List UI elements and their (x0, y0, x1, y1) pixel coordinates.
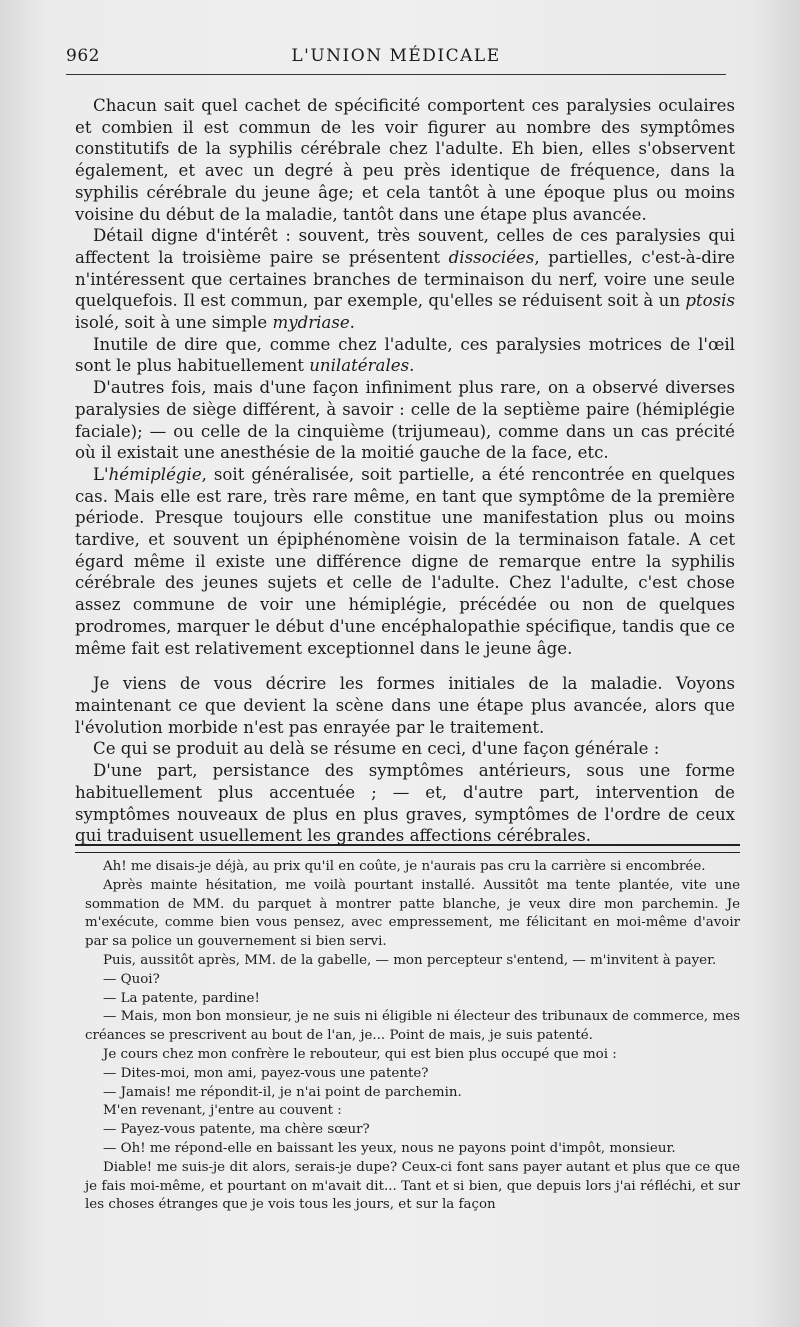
feuilleton-paragraph: M'en revenant, j'entre au couvent : (103, 1103, 342, 1119)
italic-term: ptosis (685, 291, 735, 311)
text-run: , partielles, c'est-à-dire n'intéressent que certaines branches de terminaison du nerf, voire une seule quelquefois. Il est commun, par exemple, qu'elles se réduisent soit à un (75, 247, 735, 311)
feuilleton-paragraph: — La patente, pardine! (103, 990, 260, 1006)
main-article-text (75, 95, 735, 847)
feuilleton-text (85, 858, 740, 1215)
article-paragraph (75, 464, 735, 659)
feuilleton-paragraph: — Oh! me répond-elle en baissant les yeux, nous ne payons point d'impôt, monsieur. (103, 1140, 676, 1156)
feuilleton-paragraph: Puis, aussitôt après, MM. de la gabelle, — mon percepteur s'entend, — m'invitent à payer. (103, 952, 717, 968)
feuilleton-paragraph: Ah! me disais-je déjà, au prix qu'il en coûte, je n'aurais pas cru la carrière si encombrée. (103, 859, 706, 874)
article-paragraph (75, 673, 735, 738)
text-run: . (349, 313, 355, 333)
feuilleton-paragraph: — Jamais! me répondit-il, je n'ai point de parchemin. (103, 1084, 462, 1100)
article-paragraph (75, 225, 735, 334)
text-run: Je viens de vous décrire les formes initiales de la maladie. Voyons maintenant ce que devient la scène dans une étape plus avancée, alors que l'évolution morbide n'est pas enrayée par le traitement. (75, 674, 735, 737)
text-run: Détail digne d'intérêt : souvent, très souvent, celles de ces paralysies qui affectent la troisième paire se présentent (75, 226, 735, 267)
article-paragraph (75, 738, 735, 760)
article-paragraph (75, 377, 735, 464)
feuilleton-paragraph: Je cours chez mon confrère le rebouteur, qui est bien plus occupé que moi : (103, 1046, 617, 1062)
header-rule (66, 74, 726, 75)
text-run: Chacun sait quel cachet de spécificité comportent ces paralysies oculaires et combien il est commun de les voir figurer au nombre des symptômes constitutifs de la syphilis cérébrale chez l'adulte. Eh bien, elles s'observent également, et avec un degré à peu près identique de fréquence, dans la syphilis cérébrale du jeune âge; et cela tantôt à une époque plus ou moins voisine du début de la maladie, tantôt dans une étape plus avancée. (75, 96, 735, 224)
text-run: . (409, 356, 415, 376)
feuilleton-paragraph: — Dites-moi, mon ami, payez-vous une patente? (103, 1065, 429, 1081)
italic-term: hémiplégie (108, 464, 202, 484)
italic-term: unilatérales (309, 356, 410, 376)
running-title: L'UNION MÉDICALE (291, 46, 501, 66)
feuilleton-paragraph: — Quoi? (103, 971, 160, 987)
text-run: D'autres fois, mais d'une façon infiniment plus rare, on a observé diverses paralysies de siège différent, à savoir : celle de la septième paire (hémiplégie faciale); — ou celle de la cinquième (trijumeau), comme dans un cas précité où il existait une anesthésie de la moitié gauche de la face, etc. (75, 378, 735, 463)
feuilleton-separator-rule (75, 844, 740, 853)
page-number: 962 (66, 46, 100, 66)
text-run: isolé, soit à une simple (75, 313, 273, 333)
italic-term: mydriase (272, 313, 350, 333)
article-paragraph (75, 334, 735, 377)
text-run: D'une part, persistance des symptômes antérieurs, sous une forme habituellement plus accentuée ; — et, d'autre part, intervention de symptômes nouveaux de plus en plus graves, symptômes de l'ordre de ceux qui traduisent usuellement les grandes affections cérébrales. (75, 761, 735, 846)
text-run: Ce qui se produit au delà se résume en ceci, d'une façon générale : (93, 739, 660, 759)
text-run: L' (93, 464, 109, 484)
feuilleton-paragraph: Après mainte hésitation, me voilà pourtant installé. Aussitôt ma tente plantée, vite une sommation de MM. du parquet à montrer patte blanche, je veux dire mon parchemin. Je m'exécute, comme bien vous pensez, avec empressement, me félicitant en moi-même d'avoir par sa police un gouvernement si bien servi. (85, 877, 740, 950)
italic-term: dissociées (448, 247, 535, 267)
page-header (66, 44, 726, 78)
feuilleton-paragraph: Diable! me suis-je dit alors, serais-je dupe? Ceux-ci font sans payer autant et plus que ce que je fais moi-même, et pourtant on m'avait dit... Tant et si bien, que depuis lors j'ai réfléchi, et sur les choses étranges que je vois tous les jours, et sur la façon (85, 1159, 740, 1213)
feuilleton-paragraph: — Mais, mon bon monsieur, je ne suis ni éligible ni électeur des tribunaux de commerce, mes créances se prescrivent au bout de l'an, je... Point de mais, je suis patenté. (85, 1009, 740, 1044)
text-run: , soit généralisée, soit partielle, a été rencontrée en quelques cas. Mais elle est rare, très rare même, en tant que symptôme de la première période. Presque toujours elle constitue une manifestation plus ou moins tardive, et souvent un épiphénomène voisin de la terminaison fatale. A cet égard même il existe une différence digne de remarque entre la syphilis cérébrale des jeunes sujets et celle de l'adulte. Chez l'adulte, c'est chose assez commune de voir une hémiplégie, précédée ou non de quelques prodromes, marquer le début d'une encéphalopathie spécifique, tandis que ce même fait est relativement exceptionnel dans le jeune âge. (75, 464, 735, 658)
text-run: Inutile de dire que, comme chez l'adulte, ces paralysies motrices de l'œil sont le plus habituellement (75, 334, 735, 376)
article-paragraph (75, 95, 735, 225)
article-paragraph (75, 760, 735, 847)
feuilleton-paragraph: — Payez-vous patente, ma chère sœur? (103, 1122, 370, 1138)
